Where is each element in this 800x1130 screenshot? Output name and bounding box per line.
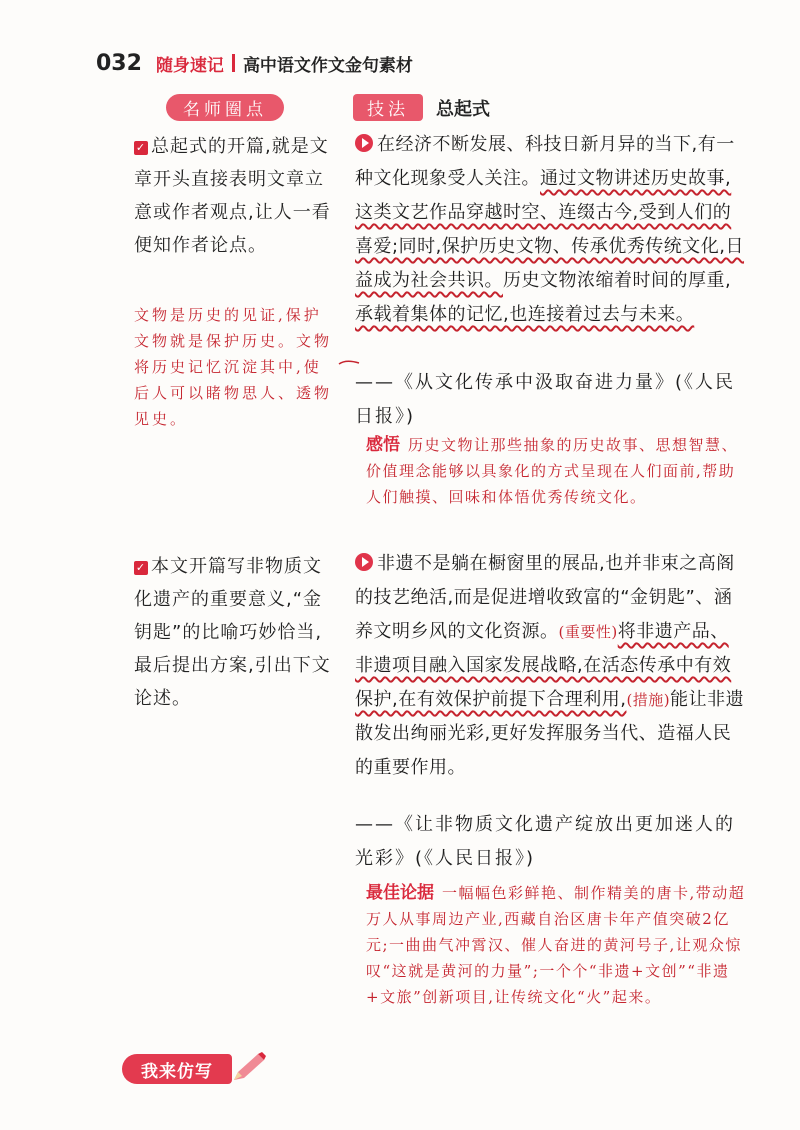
example-1-text-d: 承载着集体的记忆,也连接着过去与未来。 <box>355 304 695 325</box>
skill-tag: 技法 <box>353 94 423 121</box>
play-bullet-icon <box>355 134 373 152</box>
example-2-paragraph <box>355 547 745 785</box>
comment-label: 最佳论据 <box>366 883 434 903</box>
example-2-comment <box>366 880 746 1010</box>
comment-label: 感悟 <box>366 435 400 455</box>
example-2-underlined: 将非遗产品、非遗项目融入国家发展战略,在活态传承中有效保护,在有效保护前提下合理利用, <box>355 621 732 710</box>
tag-measure: (措施) <box>626 691 671 709</box>
method-title: 总起式 <box>436 99 490 120</box>
series-name: 随身速记 <box>155 55 224 76</box>
book-title: 高中语文作文金句素材 <box>242 55 413 76</box>
page-header <box>96 48 413 78</box>
pencil-icon <box>228 1050 268 1086</box>
check-icon: ✓ <box>135 561 147 574</box>
teacher-note-1 <box>134 130 334 262</box>
example-2-text-c: 能让非遗散发出绚丽光彩,更好发挥服务当代、造福人民的重要作用。 <box>355 689 745 778</box>
example-2-comment-text: 一幅幅色彩鲜艳、制作精美的唐卡,带动超万人从事周边产业,西藏自治区唐卡年产值突破2亿元;一曲曲气冲霄汉、催人奋进的黄河号子,让观众惊叹“这就是黄河的力量”;一个个“非遗+文创”“非遗+文旅”创新项目,让传统文化“火”起来。 <box>366 884 746 1006</box>
example-1-intro: 在经济不断发展、科技日新月异的当下,有一种文化现象受人关注。 <box>355 134 735 189</box>
teacher-note-2 <box>134 550 334 715</box>
teacher-note-2-text: 本文开篇写非物质文化遗产的重要意义,“金钥匙”的比喻巧妙恰当,最后提出方案,引出下文论述。 <box>134 556 331 709</box>
example-2-source: ——《让非物质文化遗产绽放出更加迷人的光彩》(《人民日报》) <box>355 814 735 869</box>
example-1-underlined: 通过文物讲述历史故事,这类文艺作品穿越时空、连缀古今,受到人们的喜爱;同时,保护历史文物、传承优秀传统文化,日益成为社会共识。 <box>355 168 745 291</box>
example-1-comment <box>366 432 746 510</box>
example-1-source: ——《从文化传承中汲取奋进力量》(《人民日报》) <box>355 372 736 427</box>
example-2-intro: 非遗不是躺在橱窗里的展品,也并非束之高阁的技艺绝活,而是促进增收致富的“金钥匙”、涵养文明乡风的文化资源。 <box>355 553 735 642</box>
header-divider <box>232 54 235 72</box>
check-icon: ✓ <box>135 141 147 154</box>
page-number: 032 <box>96 50 142 76</box>
play-bullet-icon <box>355 553 373 571</box>
example-1-comment-text: 历史文物让那些抽象的历史故事、思想智慧、价值理念能够以具象化的方式呈现在人们面前,帮助人们触摸、回味和体悟优秀传统文化。 <box>366 436 739 506</box>
imitate-writing-label: 我来仿写 <box>122 1054 232 1084</box>
example-1-text-c: 历史文物浓缩着时间的厚重, <box>503 270 732 291</box>
teacher-note-1-text: 总起式的开篇,就是文章开头直接表明文章立意或作者观点,让人一看便知作者论点。 <box>134 136 331 256</box>
example-1-paragraph <box>355 128 745 332</box>
teacher-notes-label: 名师圈点 <box>166 94 284 121</box>
handwritten-note: 文物是历史的见证,保护文物就是保护历史。文物将历史记忆沉淀其中,使后人可以睹物思人、透物见史。 <box>134 306 333 428</box>
tag-importance: (重要性) <box>558 623 618 641</box>
